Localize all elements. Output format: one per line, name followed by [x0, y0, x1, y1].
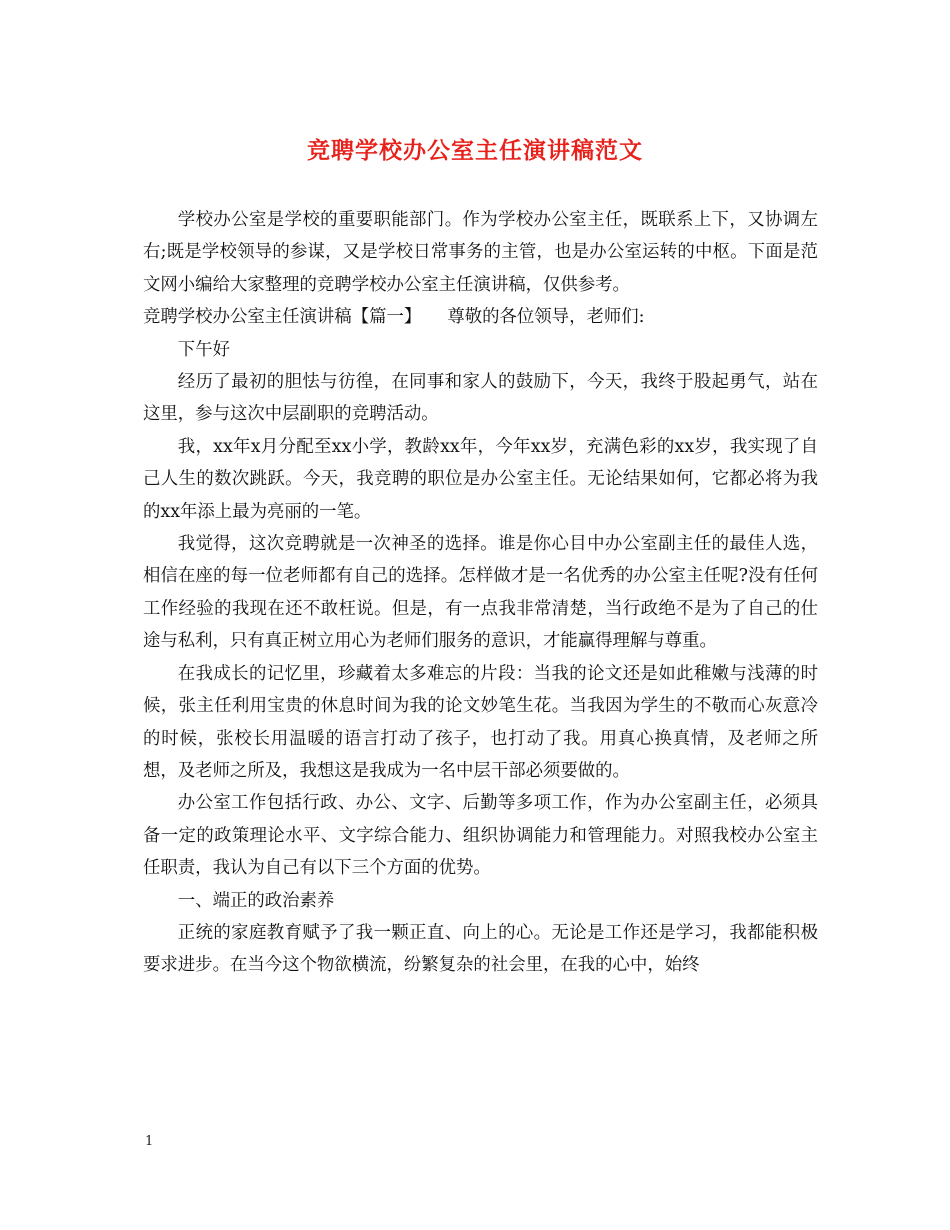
document-body [143, 204, 818, 982]
paragraph-body: 办公室工作包括行政、办公、文字、后勤等多项工作，作为办公室副主任，必须具备一定的政策理论水平、文字综合能力、组织协调能力和管理能力。对照我校办公室主任职责，我认为自己有以下三个方面的优势。 [143, 793, 818, 879]
paragraph-intro: 学校办公室是学校的重要职能部门。作为学校办公室主任，既联系上下，又协调左右;既是学校领导的参谋，又是学校日常事务的主管，也是办公室运转的中枢。下面是范文网小编给大家整理的竞聘学校办公室主任演讲稿，仅供参考。 [143, 210, 818, 295]
paragraph-section-heading: 竞聘学校办公室主任演讲稿【篇一】 尊敬的各位领导，老师们: [143, 307, 645, 328]
paragraph-body: 在我成长的记忆里，珍藏着太多难忘的片段：当我的论文还是如此稚嫩与浅薄的时候，张主任利用宝贵的休息时间为我的论文妙笔生花。当我因为学生的不敬而心灰意冷的时候，张校长用温暖的语言打动了孩子，也打动了我。用真心换真情，及老师之所想，及老师之所及，我想这是我成为一名中层干部必须要做的。 [143, 663, 818, 781]
paragraph-body: 正统的家庭教育赋予了我一颗正直、向上的心。无论是工作还是学习，我都能积极要求进步。在当今这个物欲横流，纷繁复杂的社会里，在我的心中，始终 [143, 922, 818, 976]
document-title: 竞聘学校办公室主任演讲稿范文 [307, 137, 643, 164]
paragraph-body: 我觉得，这次竞聘就是一次神圣的选择。谁是你心目中办公室副主任的最佳人选，相信在座的每一位老师都有自己的选择。怎样做才是一名优秀的办公室主任呢?没有任何工作经验的我现在还不敢枉说。但是，有一点我非常清楚，当行政绝不是为了自己的仕途与私利，只有真正树立用心为老师们服务的意识，才能赢得理解与尊重。 [143, 534, 818, 652]
paragraph-body: 我，xx年x月分配至xx小学，教龄xx年，今年xx岁，充满色彩的xx岁，我实现了自己人生的数次跳跃。今天，我竞聘的职位是办公室主任。无论结果如何，它都必将为我的xx年添上最为亮丽的一笔。 [143, 436, 818, 522]
paragraph-subheading: 一、端正的政治素养 [177, 890, 335, 911]
paragraph-greeting: 下午好 [177, 339, 230, 360]
paragraph-body: 经历了最初的胆怯与彷徨，在同事和家人的鼓励下，今天，我终于股起勇气，站在这里，参与这次中层副职的竞聘活动。 [143, 372, 818, 425]
page-number: 1 [145, 1134, 154, 1149]
